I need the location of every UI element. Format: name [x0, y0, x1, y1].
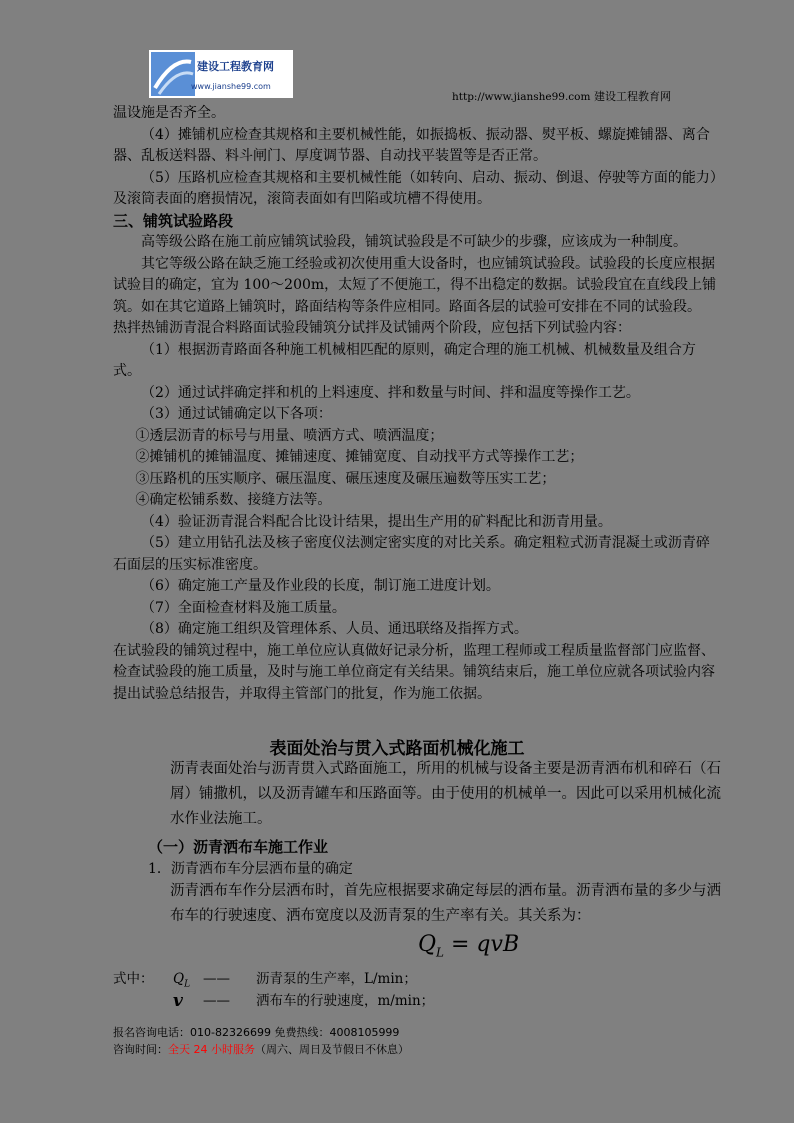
footer-hours: 咨询时间：全天 24 小时服务（周六、周日及节假日不休息） — [113, 1043, 409, 1056]
header-site-name: 建设工程教育网 — [593, 90, 671, 103]
site-logo[interactable] — [149, 50, 293, 98]
where-label: 式中： — [113, 971, 154, 987]
header-site-link[interactable] — [452, 88, 671, 104]
list-item: （5）建立用钻孔法及核子密度仪法测定密实度的对比关系。确定粗粒式沥青混凝土或沥青碎石面层的压实标准密度。 — [113, 535, 710, 573]
paragraph: 温设施是否齐全。 — [113, 105, 225, 121]
paragraph: 在试验段的铺筑过程中，施工单位应认真做好记录分析，监理工程师或工程质量监督部门应监督、检查试验段的施工质量，及时与施工单位商定有关结果。铺筑结束后，施工单位应就各项试验内容提出试验总结报告，并取得主管部门的批复，作为施工依据。 — [113, 642, 715, 702]
variable-description: 洒布车的行驶速度，m/min； — [256, 993, 435, 1009]
footer — [113, 1024, 409, 1058]
definition-dash: —— — [203, 993, 230, 1009]
paragraph: （5）压路机应检查其规格和主要机械性能（如转向、启动、振动、倒退、停驶等方面的能力）及滚筒表面的磨损情况，滚筒表面如有凹陷或坑槽不得使用。 — [113, 169, 717, 207]
paragraph: 高等级公路在施工前应铺筑试验段，铺筑试验段是不可缺少的步骤，应该成为一种制度。 — [141, 234, 687, 250]
content-top — [113, 103, 723, 705]
list-item: （8）确定施工组织及管理体系、人员、通迅联络及指挥方式。 — [141, 621, 528, 637]
logo-background — [149, 50, 293, 98]
paragraph: 热拌热铺沥青混合料路面试验段铺筑分试拌及试铺两个阶段，应包括下列试验内容： — [113, 320, 631, 336]
list-item: （6）确定施工产量及作业段的长度，制订施工进度计划。 — [141, 578, 500, 594]
formula-rhs: = qvB — [444, 932, 520, 957]
subsection-heading: （一）沥青洒布车施工作业 — [148, 838, 329, 856]
list-item: （2）通过试拌确定拌和机的上料速度、拌和数量与时间、拌和温度等操作工艺。 — [141, 384, 640, 401]
footer-hours-highlight: 全天 24 小时服务 — [168, 1043, 255, 1056]
list-item: （4）验证沥青混合料配合比设计结果，提出生产用的矿料配比和沥青用量。 — [141, 513, 612, 530]
paragraph: 其它等级公路在缺乏施工经验或初次使用重大设备时，也应铺筑试验段。试验段的长度应根据试验目的确定，宜为 100～200m，太短了不便施工，得不出稳定的数据。试验段宜在直线段上铺筑。如在其它道路上铺筑时，路面结构等条件应相同。路面各层的试验可安排在不同的试验段。 — [113, 255, 717, 315]
list-item: （3）通过试铺确定以下各项： — [141, 406, 332, 422]
sub-item: ④确定松铺系数、接缝方法等。 — [135, 492, 332, 508]
logo-url: www.jianshe99.com — [191, 82, 271, 91]
numbered-heading: 1．沥青洒布车分层洒布量的确定 — [148, 861, 353, 877]
item-paragraph: 沥青洒布车作分层洒布时，首先应根据要求确定每层的洒布量。沥青洒布量的多少与洒布车的行驶速度、洒布宽度以及沥青泵的生产率有关。其关系为： — [170, 883, 721, 924]
formula-lhs-subscript: L — [436, 945, 445, 960]
sub-item: ①透层沥青的标号与用量、喷洒方式、喷洒温度； — [135, 427, 444, 444]
definition-dash: —— — [203, 971, 230, 987]
logo-title: 建设工程教育网 — [197, 60, 274, 73]
section-title: 表面处治与贯入式路面机械化施工 — [269, 739, 525, 759]
formula — [418, 932, 519, 959]
formula-lhs: Q — [418, 932, 437, 957]
footer-contact: 报名咨询电话：010-82326699 免费热线：4008105999 — [113, 1026, 400, 1039]
logo-swoosh-icon — [151, 52, 195, 96]
variable-symbol: $Q_L$ — [173, 971, 191, 990]
paragraph: （4）摊铺机应检查其规格和主要机械性能，如振捣板、振动器、熨平板、螺旋摊铺器、离合器、乱板送料器、料斗闸门、厚度调节器、自动找平装置等是否正常。 — [113, 126, 710, 164]
section-heading: 三、铺筑试验路段 — [113, 211, 234, 230]
list-item: （1）根据沥青路面各种施工机械相匹配的原则，确定合理的施工机械、机械数量及组合方式。 — [113, 341, 696, 379]
variable-symbol: v — [173, 991, 183, 1011]
section-intro: 沥青表面处治与沥青贯入式路面施工，所用的机械与设备主要是沥青洒布机和碎石（石屑）铺撒机，以及沥青罐车和压路面等。由于使用的机械单一。因此可以采用机械化流水作业法施工。 — [170, 761, 721, 827]
variable-description: 沥青泵的生产率，L/min； — [256, 971, 417, 987]
header-url: http://www.jianshe99.com — [452, 91, 591, 103]
sub-item: ②摊铺机的摊铺温度、摊铺速度、摊铺宽度、自动找平方式等操作工艺； — [135, 449, 584, 465]
sub-item: ③压路机的压实顺序、碾压温度、碾压速度及碾压遍数等压实工艺； — [135, 470, 556, 487]
list-item: （7）全面检查材料及施工质量。 — [141, 599, 346, 616]
